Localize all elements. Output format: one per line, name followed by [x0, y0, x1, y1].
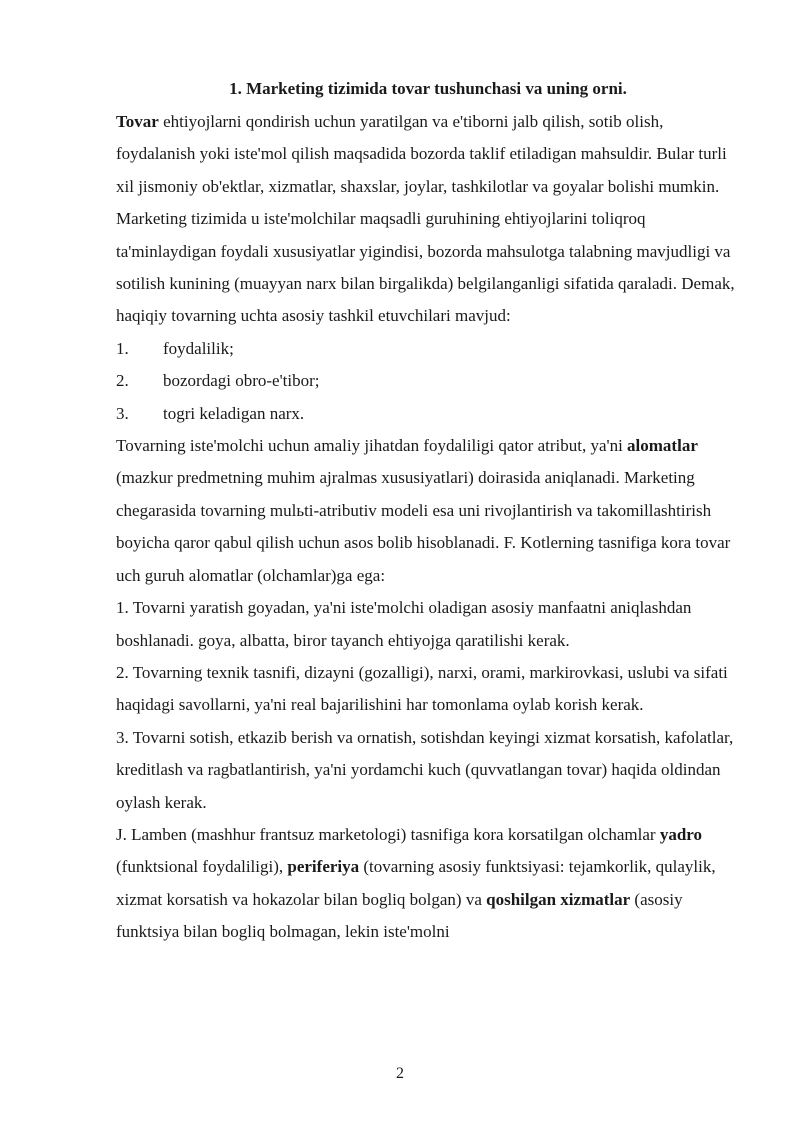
list-item [116, 365, 740, 397]
point-paragraph: 1. Tovarni yaratish goyadan, ya'ni iste'molchi oladigan asosiy manfaatni aniqlashdan boshlanadi. goya, albatta, biror tayanch ehtiyojga qaratilishi kerak. [116, 598, 692, 650]
section-title: 1. Marketing tizimida tovar tushunchasi va uning orni. [229, 79, 627, 98]
lamben-paragraph [116, 819, 740, 949]
list-item [116, 398, 740, 430]
list-item-text: foydalilik; [163, 338, 234, 358]
numbered-list [116, 333, 740, 430]
para2-before: Tovarning iste'molchi uchun amaliy jihatdan foydaliligi qator atribut, ya'ni [116, 436, 628, 456]
list-item-text: bozordagi obro-e'tibor; [163, 371, 320, 391]
term-yadro: yadro [659, 824, 703, 844]
list-item-number: 2. [116, 371, 129, 391]
term-alomatlar: alomatlar [627, 436, 698, 456]
list-item-text: togri keladigan narx. [163, 403, 305, 423]
intro-paragraph [116, 106, 740, 333]
term-qoshilgan-xizmatlar: qoshilgan xizmatlar [486, 889, 631, 909]
attributes-paragraph [116, 430, 740, 592]
list-item [116, 333, 740, 365]
para3-text: (tovarning asosiy funktsiyasi: tejamkorlik, qulaylik, xizmat korsatish va hokazolar bilan bogliq bolgan) va [116, 857, 716, 909]
para3-text: (asosiy funktsiya bilan bogliq bolmagan, lekin iste'molni [116, 889, 683, 942]
term-periferiya: periferiya [287, 857, 360, 877]
intro-text: ehtiyojlarni qondirish uchun yaratilgan va e'tiborni jalb qilish, sotib olish, foydalanish yoki iste'mol qilish maqsadida bozorda taklif etiladigan mahsuldir. Bular turli xil jismoniy ob'ektlar, xizmatlar, shaxslar, joylar, tashkilotlar va goyalar bolishi mumkin. Marketing tizimida u iste'molchilar maqsadli guruhining ehtiyojlarini toliqroq ta'minlaydigan foydali xususiyatlar yigindisi, bozorda mahsulotga talabning mavjudligi va sotilish kunining (muayyan narx bilan birgalikda) belgilanganligi sifatida qaraladi. Demak, haqiqiy tovarning uchta asosiy tashkil etuvchilari mavjud: [116, 112, 735, 326]
para2-after: (mazkur predmetning muhim ajralmas xususiyatlari) doirasida aniqlanadi. Marketing chegarasida tovarning mulьti-atributiv modeli esa uni rivojlantirish va takomillashtirish boyicha qaror qabul qilish uchun asos bolib hisoblanadi. F. Kotlerning tasnifiga kora tovar uch guruh alomatlar (olchamlar)ga ega: [116, 468, 731, 585]
term-tovar: Tovar [116, 112, 159, 131]
para3-text: J. Lamben (mashhur frantsuz marketologi) tasnifiga kora korsatilgan olchamlar [116, 824, 660, 844]
page-number: 2 [396, 1065, 404, 1082]
point-paragraph: 3. Tovarni sotish, etkazib berish va ornatish, sotishdan keyingi xizmat korsatish, kafolatlar, kreditlash va ragbatlantirish, ya'ni yordamchi kuch (quvvatlangan tovar) haqida oldindan oylash kerak. [116, 727, 734, 812]
point-paragraph: 2. Tovarning texnik tasnifi, dizayni (gozalligi), narxi, orami, markirovkasi, uslubi va sifati haqidagi savollarni, ya'ni real bajarilishini har tomonlama oylab korish kerak. [116, 662, 728, 715]
page-content [116, 72, 740, 949]
list-item-number: 1. [116, 338, 129, 358]
para3-text: (funktsional foydaliligi), [116, 857, 288, 877]
list-item-number: 3. [116, 403, 129, 423]
